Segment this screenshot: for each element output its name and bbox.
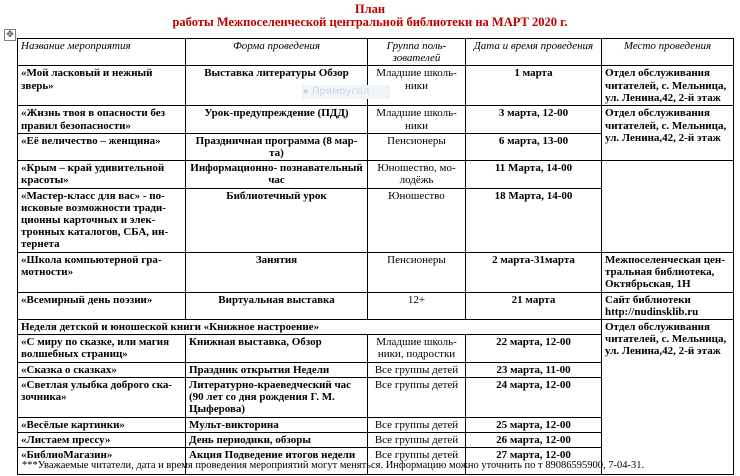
event-group: Юношество, мо- лодёжь <box>368 161 466 188</box>
header-date-time: Дата и время проведения <box>466 39 602 66</box>
event-form: Мульт-викторина <box>186 417 368 432</box>
event-date: 18 Марта, 14-00 <box>466 188 602 252</box>
event-place: Отдел обслуживания читателей, с. Мельница, ул. Ленина,42, 2-й этаж <box>602 66 734 106</box>
event-date: 26 марта, 12-00 <box>466 433 602 448</box>
event-date: 23 марта, 11-00 <box>466 362 602 377</box>
event-form: Литературно-краеведческий час (90 лет со дня рождения Г. М. Цыферова) <box>186 377 368 417</box>
plan-subtitle: работы Межпоселенческой центральной библиотеки на МАРТ 2020 г. <box>172 15 568 29</box>
event-date: 3 марта, 12-00 <box>466 106 602 133</box>
event-form: Информационно- познавательный час <box>186 161 368 188</box>
event-group: Все группы детей <box>368 417 466 432</box>
event-group: Юношество <box>368 188 466 252</box>
event-group: Все группы детей <box>368 377 466 417</box>
empty-cell <box>602 161 734 188</box>
event-form: Праздник открытия Недели <box>186 362 368 377</box>
event-name: «Всемирный день поэзии» <box>18 292 186 319</box>
event-place: Отдел обслуживания читателей, с. Мельница, ул. Ленина,42, 2-й этаж <box>602 320 734 475</box>
event-form: Занятия <box>186 252 368 292</box>
table-header-row <box>18 39 734 66</box>
header-user-group: Группа поль- зователей <box>368 39 466 66</box>
event-date: 25 марта, 12-00 <box>466 417 602 432</box>
event-group: Все группы детей <box>368 448 466 475</box>
event-name: «Сказка о сказках» <box>18 362 186 377</box>
event-date: 1 марта <box>466 66 602 106</box>
footer-note: ***Уважаемые читатели, дата и время проведения мероприятий могут меняться. Информацию можно уточнить по т 89086595900, 7-04-31. <box>22 460 645 471</box>
event-place: Межпоселенческая цен- тральная библиотека, Октябрьская, 1Н <box>602 252 734 292</box>
event-form: Виртуальная выставка <box>186 292 368 319</box>
plan-title: План <box>354 2 386 16</box>
event-group: Пенсионеры <box>368 133 466 160</box>
event-name: «Её величество – женщина» <box>18 133 186 160</box>
event-form: Урок-предупреждение (ПДД) <box>186 106 368 133</box>
event-group: 12+ <box>368 292 466 319</box>
header-place: Место проведения <box>602 39 734 66</box>
event-form: Праздничная программа (8 мар- та) <box>186 133 368 160</box>
event-group: Младшие школь- ники, подростки <box>368 335 466 362</box>
event-date: 21 марта <box>466 292 602 319</box>
event-form: Библиотечный урок <box>186 188 368 252</box>
event-form: Выставка литературы Обзор <box>186 66 368 106</box>
table-row <box>18 106 734 133</box>
event-form: Акция Подведение итогов недели <box>186 448 368 475</box>
event-name: «Мастер-класс для вас» - по- исковые возможности тради- ционны карточных и элек- тронных каталогов, СБА, ин- тернета <box>18 188 186 252</box>
event-date: 2 марта-31марта <box>466 252 602 292</box>
move-handle-icon[interactable]: ✥ <box>4 29 16 41</box>
event-group: Все группы детей <box>368 362 466 377</box>
table-row <box>18 320 734 335</box>
event-place: Отдел обслуживания читателей, с. Мельница, ул. Ленина,42, 2-й этаж <box>602 106 734 161</box>
event-date: 22 марта, 12-00 <box>466 335 602 362</box>
event-group: Все группы детей <box>368 433 466 448</box>
event-group: Младшие школь- ники <box>368 106 466 133</box>
table-row <box>18 292 734 319</box>
event-name: «Мой ласковый и нежный зверь» <box>18 66 186 106</box>
event-group: Пенсионеры <box>368 252 466 292</box>
event-name: «Листаем прессу» <box>18 433 186 448</box>
event-name: «Светлая улыбка доброго ска- зочника» <box>18 377 186 417</box>
events-table <box>17 38 734 475</box>
event-place: Сайт библиотеки http://nudinsklib.ru <box>602 292 734 319</box>
header-event-name: Название мероприятия <box>18 39 186 66</box>
event-name: «Школа компьютерной гра- мотности» <box>18 252 186 292</box>
event-name: «Крым – край удивительной красоты» <box>18 161 186 188</box>
event-form: Книжная выставка, Обзор <box>186 335 368 362</box>
event-form: День периодики, обзоры <box>186 433 368 448</box>
event-date: 24 марта, 12-00 <box>466 377 602 417</box>
event-date: 6 марта, 13-00 <box>466 133 602 160</box>
empty-cell <box>602 188 734 252</box>
table-row <box>18 252 734 292</box>
table-row <box>18 188 734 252</box>
event-date: 27 марта, 12-00 <box>466 448 602 475</box>
header-form: Форма проведения <box>186 39 368 66</box>
event-name: «Весёлые картинки» <box>18 417 186 432</box>
event-name: «БиблиоМагазин» <box>18 448 186 475</box>
week-title: Неделя детской и юношеской книги «Книжное настроение» <box>18 320 602 335</box>
table-row <box>18 161 734 188</box>
event-date: 11 Марта, 14-00 <box>466 161 602 188</box>
event-name: «Жизнь твоя в опасности без правил безопасности» <box>18 106 186 133</box>
event-group: Младшие школь- ники <box>368 66 466 106</box>
rectangle-shape-label[interactable]: ● Прямоугол <box>302 85 390 99</box>
event-name: «С миру по сказке, или магия волшебных страниц» <box>18 335 186 362</box>
